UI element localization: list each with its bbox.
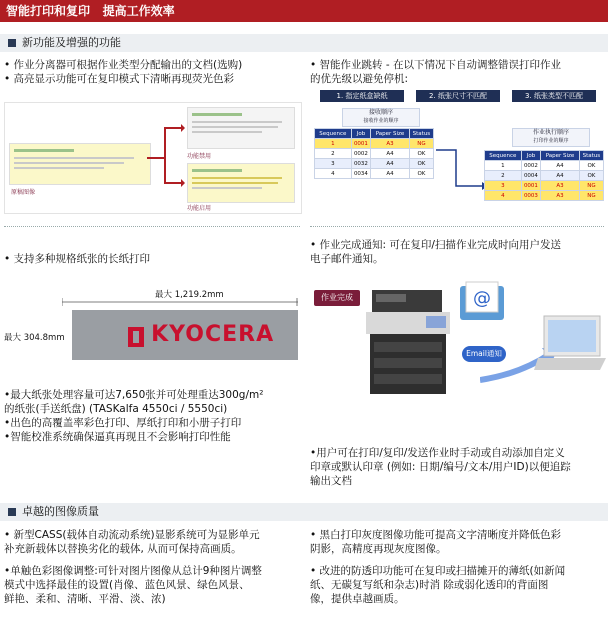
cell: OK [409,149,433,159]
cell: 0004 [521,171,541,181]
step-3: 3. 纸张类型不匹配 [512,90,596,102]
cell: A3 [541,191,580,201]
cell: OK [579,161,603,171]
kyocera-logo [126,322,274,349]
square-bullet-icon [8,39,16,47]
col-header: Sequence [315,129,352,139]
cell: 4 [315,169,352,179]
text-line: • 改进的防透印功能可在复印或扫描摊开的薄纸(如新闻 [310,565,566,577]
divider [310,226,604,227]
cell: 0034 [351,169,371,179]
cell: A4 [371,169,410,179]
text-line: 补充新载体以替换劣化的载体, 从而可保持高画质。 [4,543,242,555]
col-header: Job [351,129,371,139]
text-line: 鲜艳、柔和、清晰、平滑、淡、浓) [4,593,166,605]
left-bottom-text [4,388,308,444]
section-header-quality [0,503,608,521]
cell: A4 [541,161,580,171]
svg-text:@: @ [473,288,491,309]
text-line: 的纸张(手送纸盘) (TASKalfa 4550ci / 5550ci) [4,403,228,415]
table-row [485,181,604,191]
text-line: • 新型CASS(载体自动流动系统)显影系统可为显影单元 [4,529,260,541]
cell: 3 [485,181,522,191]
cell: 4 [485,191,522,201]
text-line: 电子邮件通知。 [310,253,384,265]
cell: 0001 [351,139,371,149]
cell: OK [409,159,433,169]
cell: OK [579,171,603,181]
email-envelope-icon [458,278,506,324]
receive-order-table [314,128,434,179]
col-header: Status [579,151,603,161]
disabled-doc-image [187,107,295,149]
cell: NG [579,181,603,191]
arrow-split-icon [145,113,185,203]
exec-order-sub: 打印作业的顺序 [533,138,569,144]
table-row [485,171,604,181]
col-header: Paper Size [541,151,580,161]
cell: 3 [315,159,352,169]
cell: 2 [485,171,522,181]
cell: NG [579,191,603,201]
cell: A4 [541,171,580,181]
printer-icon [362,286,458,406]
highlight-diagram [4,102,302,214]
table-row [485,191,604,201]
text-line: • 高亮显示功能可在复印模式下清晰再现荧光色彩 [4,73,235,85]
text-line: 像，提供卓越画质。 [310,593,405,605]
section-title: 新功能及增强的功能 [22,36,121,49]
exec-order-title: 作业执行顺序 [532,129,569,136]
flow-arrow-icon [436,146,488,192]
page-banner [0,0,608,22]
col-header: Paper Size [371,129,410,139]
email-notify-illustration [310,270,606,420]
text-line: • 智能作业跳转 - 在以下情况下自动调整错误打印作业 [310,59,561,71]
cell: 0001 [521,181,541,191]
receive-order-sub: 接收作业的顺序 [363,118,399,124]
right-bottom-text [310,446,606,488]
max-width-label: 最大 1,219.2mm [155,290,224,300]
cell: NG [409,139,433,149]
divider [4,226,300,227]
table-row [315,149,434,159]
step-1: 1. 指定纸盒缺纸 [320,90,404,102]
text-line: 的优先级以避免停机: [310,73,409,85]
laptop-icon [534,314,606,384]
text-line: •最大纸张处理容量可达7,650张并可处理重达300g/m² [4,389,264,401]
email-notify-label: Email通知 [462,346,506,362]
text-line: •单触色彩图像调整:可针对图片图像从总计9种图片调整 [4,565,262,577]
receive-order-title: 接收顺序 [368,109,393,116]
cell: A4 [371,149,410,159]
text-line: 输出文档 [310,475,352,487]
quality-right-text [310,528,606,606]
col-header: Sequence [485,151,522,161]
job-done-label: 作业完成 [314,290,360,306]
col-header: Job [521,151,541,161]
text-line: • 作业分离器可根据作业类型分配输出的文档(选购) [4,59,243,71]
enabled-doc-image [187,163,295,203]
disabled-label: 功能禁用 [187,153,212,160]
col-header: Status [409,129,433,139]
exec-order-header [512,128,590,147]
receive-order-header [342,108,420,127]
cell: OK [409,169,433,179]
width-dimension-line [62,298,298,306]
table-row [315,159,434,169]
long-paper-text: • 支持多种规格纸张的长纸打印 [4,253,151,265]
cell: 0002 [351,149,371,159]
left-top-text [4,58,304,86]
cell: A4 [371,159,410,169]
job-skip-diagram [312,88,604,208]
original-doc-image [9,143,151,185]
cell: 0002 [521,161,541,171]
text-line: 印章或默认印章 (例如: 日期/编号/文本/用户ID)以便追踪 [310,461,571,473]
text-line: 模式中选择最佳的设置(肖像、蓝色风景、绿色风景、 [4,579,250,591]
table-row [315,139,434,149]
text-line: 纸、无碳复写纸和杂志)时消 除或弱化透印的背面图 [310,579,549,591]
cell: 2 [315,149,352,159]
square-bullet-icon [8,508,16,516]
cell: 1 [485,161,522,171]
banner-title: 智能打印和复印 [6,4,91,18]
text-line: 阴影，高精度再现灰度图像。 [310,543,447,555]
enabled-label: 功能启用 [187,205,212,212]
cell: 1 [315,139,352,149]
cell: A3 [541,181,580,191]
text-line: •用户可在打印/复印/发送作业时手动或自动添加自定义 [310,447,565,459]
table-row [315,169,434,179]
kyocera-mark-icon [126,325,146,349]
quality-left-text [4,528,304,606]
cell: 0003 [521,191,541,201]
section-header-features [0,34,608,52]
max-height-label: 最大 304.8mm [4,333,65,343]
cell: A3 [371,139,410,149]
right-top-text [310,58,606,86]
table-row [485,161,604,171]
cell: 0032 [351,159,371,169]
text-line: • 黑白打印灰度图像功能可提高文字清晰度并降低色彩 [310,529,562,541]
step-2: 2. 纸张尺寸不匹配 [416,90,500,102]
banner-subtitle: 提高工作效率 [102,4,175,18]
right-mid-text [310,238,606,266]
text-line: •智能校准系统确保逼真再现且不会影响打印性能 [4,431,231,443]
section-title: 卓越的图像质量 [22,505,99,518]
kyocera-logo-text: KYOCERA [151,322,275,347]
text-line: • 作业完成通知: 可在复印/扫描作业完成时向用户发送 [310,239,561,251]
text-line: •出色的高覆盖率彩色打印、厚纸打印和小册子打印 [4,417,242,429]
exec-order-table [484,150,604,201]
original-label: 原稿图像 [11,189,36,196]
